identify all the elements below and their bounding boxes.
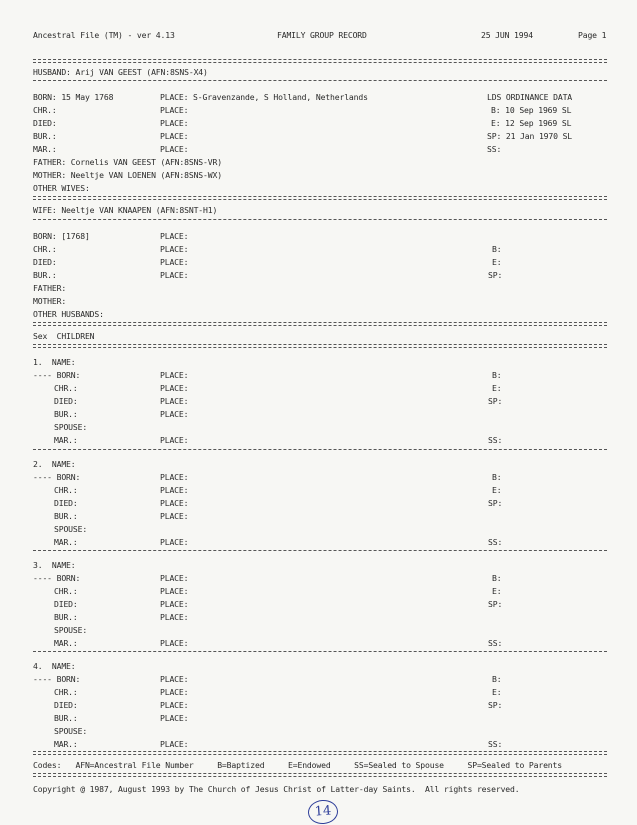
child-mar-place: PLACE: bbox=[160, 435, 189, 445]
husband-bur: BUR.: bbox=[33, 131, 57, 141]
child-lds-endowed: E: bbox=[492, 383, 502, 393]
divider bbox=[33, 550, 607, 551]
child-chr-place: PLACE: bbox=[160, 586, 189, 596]
husband-mar-place: PLACE: bbox=[160, 144, 189, 154]
wife-born: BORN: [1768] bbox=[33, 231, 90, 241]
child-chr: CHR.: bbox=[54, 383, 78, 393]
child-mar-place: PLACE: bbox=[160, 739, 189, 749]
child-died: DIED: bbox=[54, 599, 78, 609]
child-lds-baptized: B: bbox=[492, 573, 502, 583]
husband-lds-endowed: E: 12 Sep 1969 SL bbox=[491, 118, 572, 128]
child-chr: CHR.: bbox=[54, 687, 78, 697]
child-mar: MAR.: bbox=[54, 739, 78, 749]
child-born: ---- BORN: bbox=[33, 573, 81, 583]
child-bur: BUR.: bbox=[54, 713, 78, 723]
husband-lds-sealed-parents: SP: 21 Jan 1970 SL bbox=[487, 131, 573, 141]
child-born: ---- BORN: bbox=[33, 674, 81, 684]
child-lds-baptized: B: bbox=[492, 370, 502, 380]
child-spouse: SPOUSE: bbox=[54, 422, 88, 432]
child-lds-endowed: E: bbox=[492, 586, 502, 596]
husband-mar: MAR.: bbox=[33, 144, 57, 154]
child-bur-place: PLACE: bbox=[160, 713, 189, 723]
wife-title: WIFE: Neeltje VAN KNAAPEN (AFN:8SNT-H1) bbox=[33, 205, 218, 215]
child-lds-sealed-spouse: SS: bbox=[488, 739, 503, 749]
child-lds-sealed-spouse: SS: bbox=[488, 537, 503, 547]
child-bur: BUR.: bbox=[54, 409, 78, 419]
child-chr-place: PLACE: bbox=[160, 485, 189, 495]
divider bbox=[33, 219, 607, 220]
child-lds-baptized: B: bbox=[492, 674, 502, 684]
child-died: DIED: bbox=[54, 700, 78, 710]
divider bbox=[33, 773, 607, 777]
child-lds-endowed: E: bbox=[492, 687, 502, 697]
wife-bur: BUR.: bbox=[33, 270, 57, 280]
wife-chr-place: PLACE: bbox=[160, 244, 189, 254]
child-born-place: PLACE: bbox=[160, 573, 189, 583]
child-lds-sealed-parents: SP: bbox=[488, 396, 503, 406]
child-mar: MAR.: bbox=[54, 537, 78, 547]
wife-bur-place: PLACE: bbox=[160, 270, 189, 280]
wife-other-husbands: OTHER HUSBANDS: bbox=[33, 309, 104, 319]
child-lds-sealed-parents: SP: bbox=[488, 498, 503, 508]
divider bbox=[33, 651, 607, 652]
child-name: 4. NAME: bbox=[33, 661, 76, 671]
child-chr: CHR.: bbox=[54, 586, 78, 596]
child-born: ---- BORN: bbox=[33, 370, 81, 380]
child-born-place: PLACE: bbox=[160, 472, 189, 482]
child-died-place: PLACE: bbox=[160, 599, 189, 609]
child-bur-place: PLACE: bbox=[160, 511, 189, 521]
wife-lds-baptized: B: bbox=[492, 244, 502, 254]
child-spouse: SPOUSE: bbox=[54, 625, 88, 635]
divider bbox=[33, 80, 607, 81]
child-name: 1. NAME: bbox=[33, 357, 76, 367]
husband-born: BORN: 15 May 1768 bbox=[33, 92, 114, 102]
child-bur-place: PLACE: bbox=[160, 612, 189, 622]
husband-bur-place: PLACE: bbox=[160, 131, 189, 141]
husband-died: DIED: bbox=[33, 118, 57, 128]
header-app-title: Ancestral File (TM) - ver 4.13 bbox=[33, 30, 175, 40]
child-lds-sealed-parents: SP: bbox=[488, 700, 503, 710]
child-lds-sealed-spouse: SS: bbox=[488, 435, 503, 445]
divider bbox=[33, 59, 607, 63]
child-born-place: PLACE: bbox=[160, 370, 189, 380]
divider bbox=[33, 344, 607, 348]
husband-mother: MOTHER: Neeltje VAN LOENEN (AFN:8SNS-WX) bbox=[33, 170, 222, 180]
husband-title: HUSBAND: Arij VAN GEEST (AFN:8SNS-X4) bbox=[33, 67, 208, 77]
wife-born-place: PLACE: bbox=[160, 231, 189, 241]
child-lds-sealed-parents: SP: bbox=[488, 599, 503, 609]
child-bur: BUR.: bbox=[54, 612, 78, 622]
wife-father: FATHER: bbox=[33, 283, 67, 293]
husband-born-place: PLACE: S-Gravenzande, S Holland, Netherlands bbox=[160, 92, 368, 102]
wife-lds-endowed: E: bbox=[492, 257, 502, 267]
child-lds-baptized: B: bbox=[492, 472, 502, 482]
child-spouse: SPOUSE: bbox=[54, 524, 88, 534]
wife-lds-sealed-parents: SP: bbox=[488, 270, 503, 280]
divider bbox=[33, 322, 607, 326]
husband-lds-baptized: B: 10 Sep 1969 SL bbox=[491, 105, 572, 115]
wife-died: DIED: bbox=[33, 257, 57, 267]
wife-died-place: PLACE: bbox=[160, 257, 189, 267]
child-name: 3. NAME: bbox=[33, 560, 76, 570]
husband-lds-sealed-spouse: SS: bbox=[487, 144, 502, 154]
children-header: Sex CHILDREN bbox=[33, 331, 95, 341]
child-died-place: PLACE: bbox=[160, 700, 189, 710]
divider bbox=[33, 751, 607, 755]
child-chr: CHR.: bbox=[54, 485, 78, 495]
child-bur-place: PLACE: bbox=[160, 409, 189, 419]
husband-father: FATHER: Cornelis VAN GEEST (AFN:8SNS-VR) bbox=[33, 157, 222, 167]
child-lds-endowed: E: bbox=[492, 485, 502, 495]
lds-ordinance-title: LDS ORDINANCE DATA bbox=[487, 92, 573, 102]
husband-chr-place: PLACE: bbox=[160, 105, 189, 115]
wife-chr: CHR.: bbox=[33, 244, 57, 254]
wife-mother: MOTHER: bbox=[33, 296, 67, 306]
child-died-place: PLACE: bbox=[160, 396, 189, 406]
handwritten-page-number: 14 bbox=[307, 799, 339, 825]
husband-died-place: PLACE: bbox=[160, 118, 189, 128]
divider bbox=[33, 449, 607, 450]
divider bbox=[33, 196, 607, 200]
header-date: 25 JUN 1994 bbox=[481, 30, 533, 40]
child-chr-place: PLACE: bbox=[160, 383, 189, 393]
child-mar: MAR.: bbox=[54, 435, 78, 445]
child-mar-place: PLACE: bbox=[160, 638, 189, 648]
child-spouse: SPOUSE: bbox=[54, 726, 88, 736]
child-name: 2. NAME: bbox=[33, 459, 76, 469]
child-mar-place: PLACE: bbox=[160, 537, 189, 547]
child-died: DIED: bbox=[54, 396, 78, 406]
codes-legend: Codes: AFN=Ancestral File Number B=Baptized E=Endowed SS=Sealed to Spouse SP=Sealed to Parents bbox=[33, 760, 562, 770]
child-born-place: PLACE: bbox=[160, 674, 189, 684]
header-page-number: Page 1 bbox=[578, 30, 607, 40]
child-died: DIED: bbox=[54, 498, 78, 508]
header-form-title: FAMILY GROUP RECORD bbox=[277, 30, 367, 40]
child-chr-place: PLACE: bbox=[160, 687, 189, 697]
child-lds-sealed-spouse: SS: bbox=[488, 638, 503, 648]
husband-other-wives: OTHER WIVES: bbox=[33, 183, 90, 193]
child-mar: MAR.: bbox=[54, 638, 78, 648]
child-born: ---- BORN: bbox=[33, 472, 81, 482]
copyright-notice: Copyright @ 1987, August 1993 by The Church of Jesus Christ of Latter-day Saints. All rights reserved. bbox=[33, 784, 520, 794]
child-died-place: PLACE: bbox=[160, 498, 189, 508]
child-bur: BUR.: bbox=[54, 511, 78, 521]
husband-chr: CHR.: bbox=[33, 105, 57, 115]
